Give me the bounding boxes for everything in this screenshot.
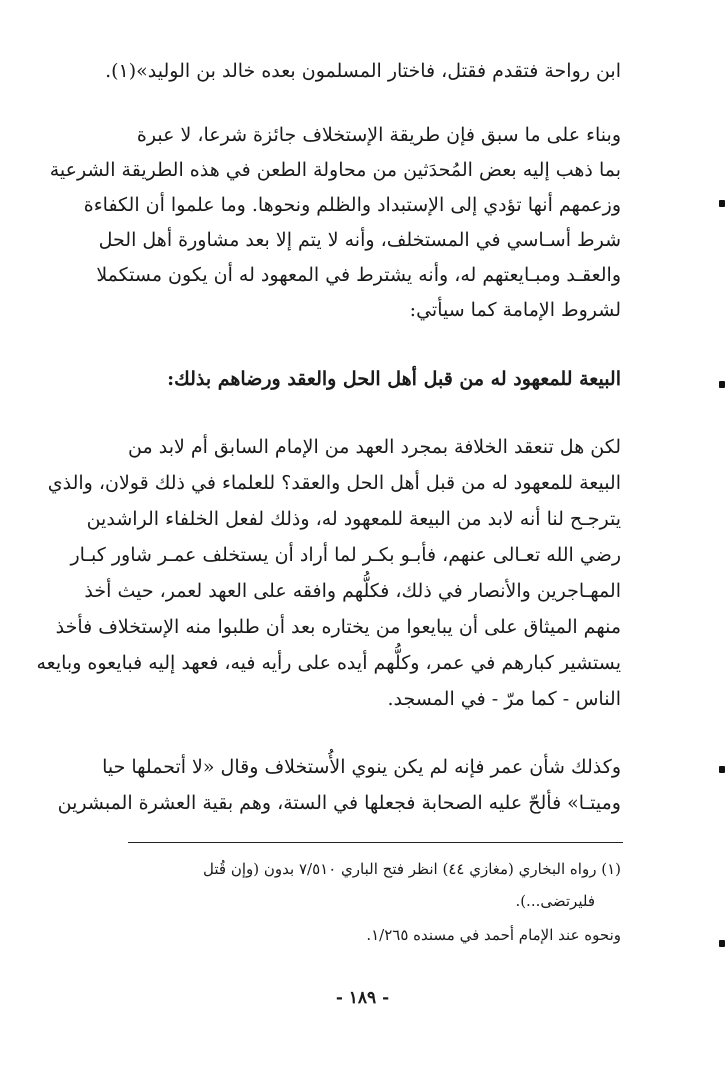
page-number: - ١٨٩ - [335, 988, 390, 1008]
paragraph-2-line: رضي الله تعـالى عنهم، فأبـو بكـر لما أراد أن يستخلف عمـر شاور كبـار [70, 544, 621, 566]
paragraph-2-line: لكن هل تنعقد الخلافة بمجرد العهد من الإمام السابق أم لابد من [128, 436, 621, 458]
footnote-line: ونحوه عند الإمام أحمد في مسنده ١/٢٦٥. [366, 926, 621, 944]
footnote-line: (١) رواه البخاري (مغازي ٤٤) انظر فتح الباري ٧/٥١٠ بدون (وإن قُتل [203, 860, 621, 878]
paragraph-2-line: منهم الميثاق على أن يبايعوا من يختاره بعد أن طلبوا منه الإستخلاف فأخذ [55, 616, 621, 638]
paragraph-2-line: يترجـح لنا أنه لابد من البيعة للمعهود له، وذلك لفعل الخلفاء الراشدين [86, 508, 621, 530]
paragraph-1-line: وزعمهم أنها تؤدي إلى الإستبداد والظلم ونحوها. وما علموا أن الكفاءة [83, 194, 621, 216]
paragraph-1-line: لشروط الإمامة كما سيأتي: [409, 299, 621, 321]
margin-mark [719, 766, 725, 773]
paragraph-3-line: وميتـا» فألحّ عليه الصحابة فجعلها في الستة، وهم بقية العشرة المبشرين [57, 792, 621, 814]
paragraph-3-line: وكذلك شأن عمر فإنه لم يكن ينوي الأُستخلاف وقال «لا أتحملها حيا [102, 756, 621, 778]
paragraph-2-line: الناس - كما مرّ - في المسجد. [387, 688, 621, 710]
paragraph-1-line: وبناء على ما سبق فإن طريقة الإستخلاف جائزة شرعا، لا عبرة [136, 124, 621, 146]
footnote-separator [128, 842, 623, 843]
section-heading: البيعة للمعهود له من قبل أهل الحل والعقد ورضاهم بذلك: [167, 368, 621, 390]
paragraph-1-line: شرط أسـاسي في المستخلف، وأنه لا يتم إلا بعد مشاورة أهل الحل [98, 229, 621, 251]
paragraph-1-line: والعقـد ومبـايعتهم له، وأنه يشترط في المعهود له أن يكون مستكملا [96, 264, 621, 286]
margin-mark [719, 381, 725, 388]
paragraph-1-line: بما ذهب إليه بعض المُحدَثين من محاولة الطعن في هذه الطريقة الشرعية [49, 159, 621, 181]
top-line: ابن رواحة فتقدم فقتل، فاختار المسلمون بعده خالد بن الوليد»(١). [105, 60, 621, 82]
margin-mark [719, 940, 725, 947]
paragraph-2-line: يستشير كبارهم في عمر، وكلُّهم أيده على رأيه فيه، فعهد إليه فبايعوه وبايعه [36, 652, 621, 674]
paragraph-2-line: البيعة للمعهود له من قبل أهل الحل والعقد؟ للعلماء في ذلك قولان، والذي [47, 472, 621, 494]
paragraph-2-line: المهـاجرين والأنصار في ذلك، فكلُّهم وافقه على العهد لعمر، حيث أخذ [84, 580, 621, 602]
margin-mark [719, 200, 725, 207]
footnote-line: فليرتضى...). [515, 892, 595, 910]
